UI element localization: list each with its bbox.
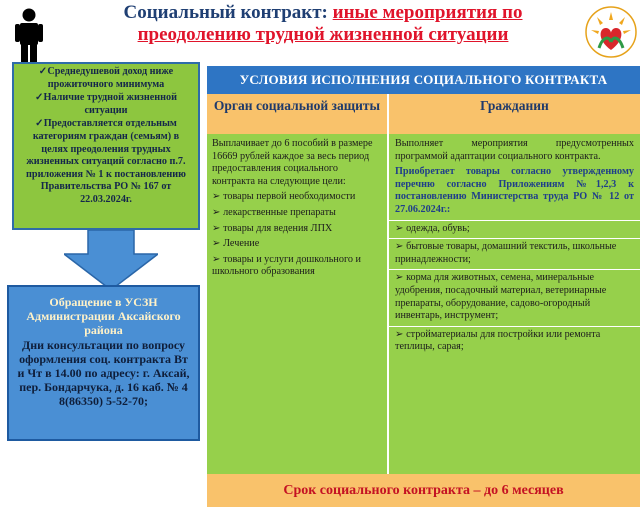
social-protection-cell	[207, 134, 389, 474]
column-header-social-protection: Орган социальной защиты	[207, 94, 389, 134]
eligibility-conditions-box	[12, 62, 200, 230]
title-highlight-1: иные мероприятия по	[332, 2, 523, 23]
contact-organization: Обращение в УСЗН Администрации Аксайского района	[26, 295, 181, 338]
contact-info-box	[7, 285, 200, 441]
list-item: ➢ товары первой необходимости	[212, 191, 356, 203]
list-item: ➢ корма для животных, семена, минеральные удобрения, посадочный материал, ветеринарные препараты, оборудование, садово-огородный инвентарь, инструмент;	[395, 272, 607, 322]
divider	[389, 238, 640, 239]
citizen-intro: Выполняет мероприятия предусмотренных программой адаптации социального контракта.	[395, 138, 634, 162]
benefit-intro: Выплачивает до 6 пособий в размере 16669 рублей каждое за весь период предоставления социального контракта на следующие цели:	[212, 138, 373, 187]
list-item: ➢ стройматериалы для постройки или ремонта теплицы, сарая;	[395, 328, 601, 353]
person-icon	[10, 8, 48, 66]
contract-conditions-table	[207, 66, 640, 498]
contact-details: Дни консультации по вопросу оформления соц. контракта Вт и Чт в 14.00 по адресу: г. Аксай, пер. Бондарчука, д. 16 каб. № 4 8(86350) 5-52-70;	[17, 337, 190, 409]
contract-term-footer: Срок социального контракта – до 6 месяцев	[207, 474, 640, 507]
title-highlight-2: преодолению трудной жизненной ситуации	[137, 24, 509, 45]
column-header-citizen: Гражданин	[389, 94, 640, 134]
citizen-cell	[389, 134, 640, 474]
condition-item: ✓ Наличие трудной жизненной ситуации	[20, 92, 192, 117]
condition-item: ✓ Предоставляется отдельным категориям граждан (семьям) в целях преодоления трудных жизненных ситуаций согласно п.7. приложения № 1 к постановлению Правительства РО № 167 от 22.03.2024г.	[20, 118, 192, 206]
divider	[389, 269, 640, 270]
page-title	[88, 2, 558, 46]
title-prefix: Социальный контракт:	[123, 2, 333, 23]
list-item: ➢ бытовые товары, домашний текстиль, школьные принадлежности;	[395, 241, 617, 265]
list-item: ➢ Лечение	[212, 238, 260, 250]
acquire-text: Приобретает товары согласно утвержденному перечню согласно Приложениям №1,2,3 к постановлению Министерства труда РО № 12 от 27.06.2024г.:	[395, 166, 634, 215]
divider	[389, 326, 640, 327]
down-arrow-icon	[64, 230, 158, 290]
list-item: ➢ товары для ведения ЛПХ	[212, 222, 333, 234]
list-item: ➢ лекарственные препараты	[212, 206, 336, 218]
list-item: ➢ одежда, обувь;	[395, 222, 470, 234]
list-item: ➢ товары и услуги дошкольного и школьного образования	[212, 253, 361, 278]
table-header: УСЛОВИЯ ИСПОЛНЕНИЯ СОЦИАЛЬНОГО КОНТРАКТА	[207, 66, 640, 94]
condition-item: ✓ Среднедушевой доход ниже прожиточного минимума	[20, 66, 192, 91]
family-heart-logo-icon	[585, 6, 637, 58]
divider	[389, 220, 640, 221]
